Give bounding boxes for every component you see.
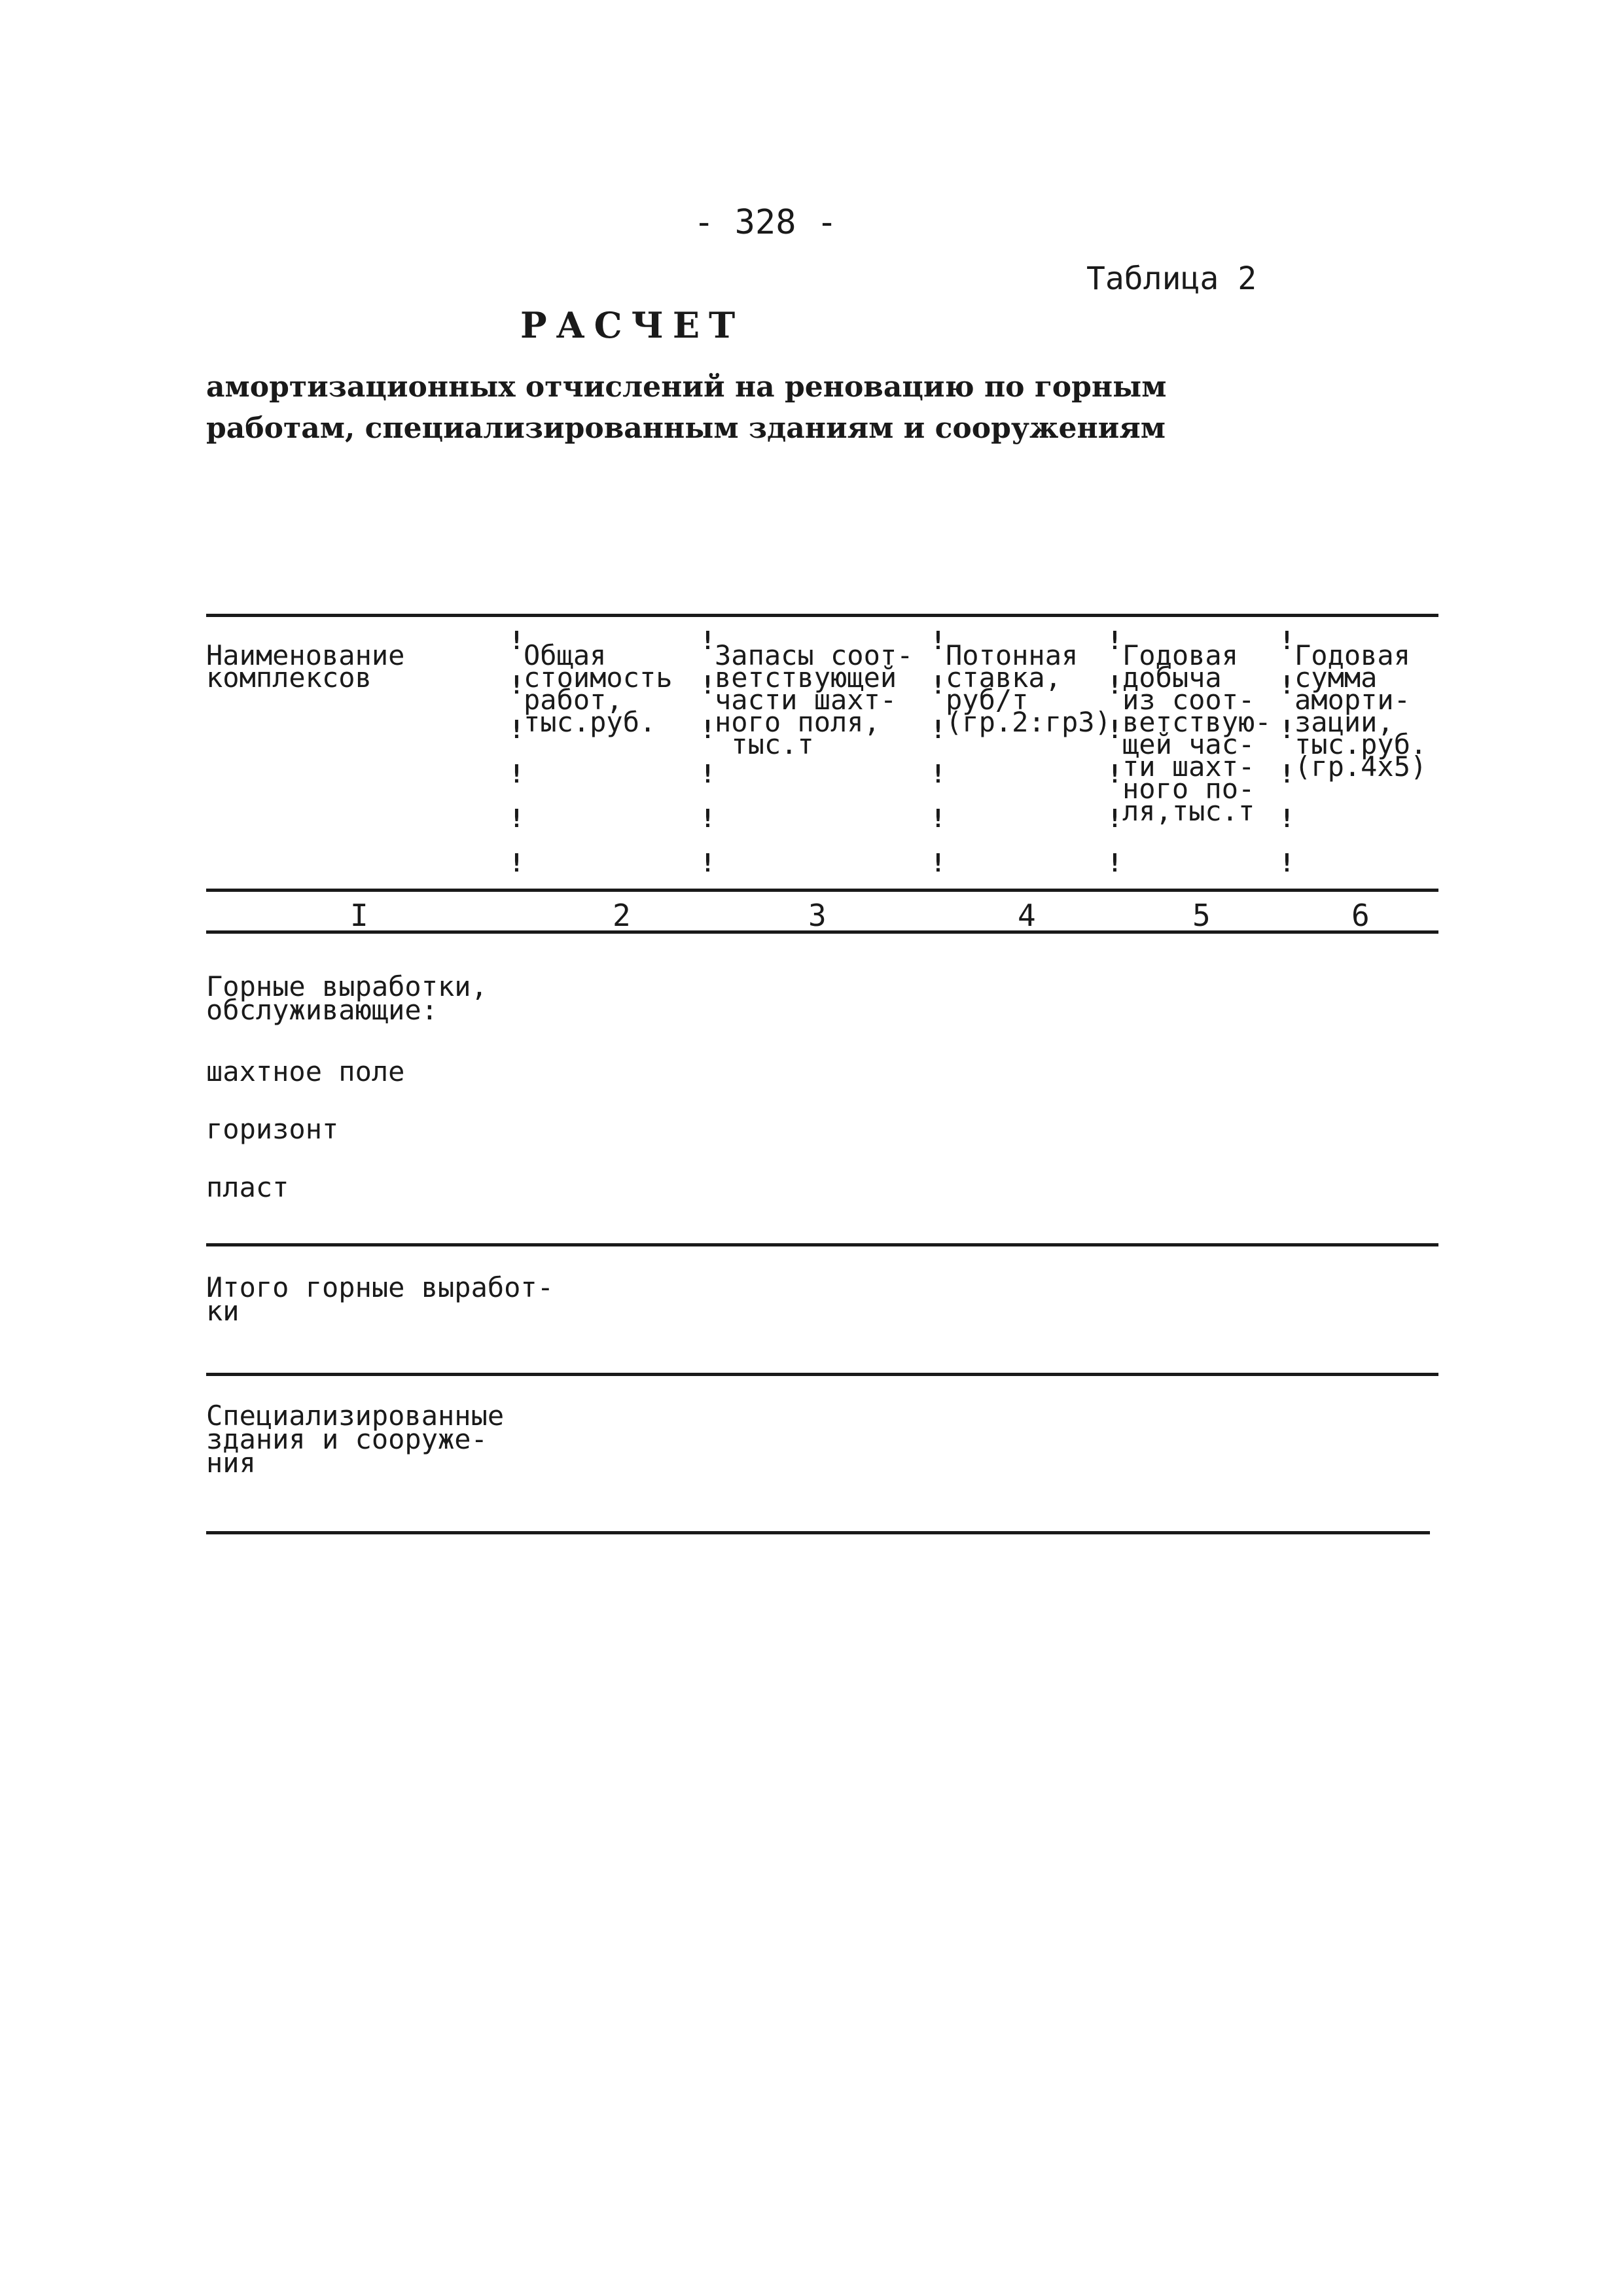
document-subtitle (206, 366, 1188, 449)
row-mine-field: шахтное поле (206, 1055, 405, 1087)
header-reserves: Запасы соот- ветствующей части шахт- ного поля, тыс.т (715, 639, 914, 760)
row-divider (206, 1243, 1438, 1246)
row-mine-workings: Горные выработки, обслуживающие: (206, 970, 488, 1026)
page-number: - 328 - (694, 203, 838, 242)
table-top-rule (206, 614, 1438, 617)
column-number: 3 (808, 898, 827, 933)
column-separator: ! ! ! ! ! ! (1107, 626, 1122, 877)
column-number: 6 (1351, 898, 1370, 933)
column-number: 4 (1018, 898, 1036, 933)
document-title: РАСЧЕТ (520, 304, 745, 346)
subtitle-line: работам, специализированным зданиям и сооружениям (206, 412, 1166, 445)
column-number: 2 (613, 898, 631, 933)
column-separator: ! ! ! ! ! ! (931, 626, 946, 877)
header-bottom-rule (206, 889, 1438, 892)
column-separator: ! ! ! ! ! ! (700, 626, 715, 877)
header-annual-amortization: Годовая сумма аморти- зации, тыс.руб. (гр.4х5) (1294, 639, 1427, 783)
table-bottom-rule (206, 1531, 1430, 1534)
table-reference: Таблица 2 (1086, 260, 1257, 297)
row-divider (206, 1373, 1438, 1376)
subtitle-line: амортизационных отчислений на реновацию по горным (206, 370, 1167, 404)
row-seam: пласт (206, 1171, 289, 1203)
column-separator: ! ! ! ! ! ! (509, 626, 524, 877)
row-specialized-buildings: Специализированные здания и сооруже- ния (206, 1400, 505, 1479)
header-name: Наименование комплексов (206, 639, 405, 694)
header-per-ton-rate: Потонная ставка, руб/т (гр.2:гр3) (946, 639, 1111, 738)
row-horizon: горизонт (206, 1113, 339, 1145)
column-separator: ! ! ! ! ! ! (1279, 626, 1294, 877)
header-total-cost: Общая стоимость работ, тыс.руб. (524, 639, 673, 738)
column-number: I (350, 898, 368, 933)
row-total-mine-workings: Итого горные выработ- ки (206, 1271, 554, 1327)
column-number: 5 (1192, 898, 1211, 933)
header-annual-output: Годовая добыча из соот- ветствую- щей час- ти шахт- ного по- ля,тыс.т (1122, 639, 1272, 827)
